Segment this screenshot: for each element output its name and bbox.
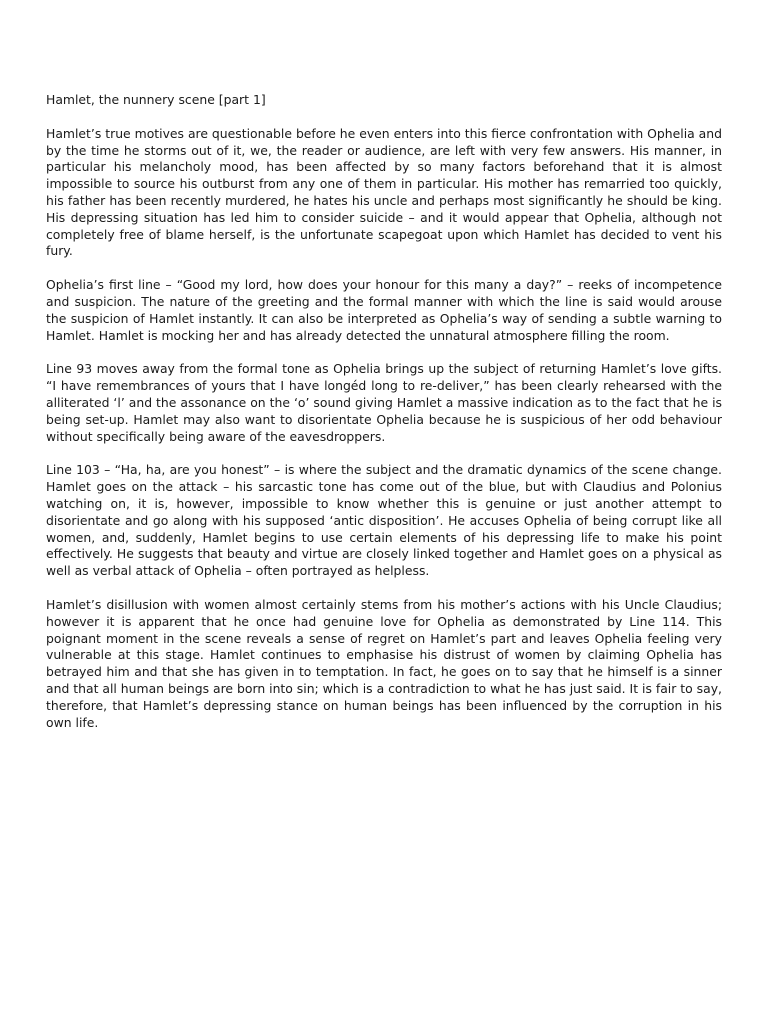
paragraph-1: Hamlet’s true motives are questionable before he even enters into this fierce confrontation with Ophelia and by the time he storms out of it, we, the reader or audience, are left with very few answers. His manner, in particular his melancholy mood, has been affected by so many factors beforehand that it is almost impossible to source his outburst from any one of them in particular. His mother has remarried too quickly, his father has been recently murdered, he hates his uncle and perhaps most significantly he should be king. His depressing situation has led him to consider suicide – and it would appear that Ophelia, although not completely free of blame herself, is the unfortunate scapegoat upon which Hamlet has decided to vent his fury. xyxy=(46,125,722,259)
paragraph-3: Line 93 moves away from the formal tone as Ophelia brings up the subject of returning Hamlet’s love gifts. “I have remembrances of yours that I have longéd long to re-deliver,” has been clearly rehearsed with the alliterated ‘l’ and the assonance on the ‘o’ sound giving Hamlet a massive indication as to the fact that he is being set-up. Hamlet may also want to disorientate Ophelia because he is suspicious of her odd behaviour without specifically being aware of the eavesdroppers. xyxy=(46,361,722,444)
paragraph-2: Ophelia’s first line – “Good my lord, how does your honour for this many a day?” – reeks of incompetence and suspicion. The nature of the greeting and the formal manner with which the line is said would arouse the suspicion of Hamlet instantly. It can also be interpreted as Ophelia’s way of sending a subtle warning to Hamlet. Hamlet is mocking her and has already detected the unnatural atmosphere filling the room. xyxy=(46,277,722,343)
document-title: Hamlet, the nunnery scene [part 1] xyxy=(46,92,266,107)
paragraph-4: Line 103 – “Ha, ha, are you honest” – is where the subject and the dramatic dynamics of the scene change. Hamlet goes on the attack – his sarcastic tone has come out of the blue, but with Claudius and Polonius watching on, it is, however, impossible to know whether this is genuine or just another attempt to disorientate and go along with his supposed ‘antic disposition’. He accuses Ophelia of being corrupt like all women, and, suddenly, Hamlet begins to use certain elements of his depressing life to make his point effectively. He suggests that beauty and virtue are closely linked together and Hamlet goes on a physical as well as verbal attack of Ophelia – often portrayed as helpless. xyxy=(46,462,722,579)
paragraph-5: Hamlet’s disillusion with women almost certainly stems from his mother’s actions with his Uncle Claudius; however it is apparent that he once had genuine love for Ophelia as demonstrated by Line 114. This poignant moment in the scene reveals a sense of regret on Hamlet’s part and leaves Ophelia feeling very vulnerable at this stage. Hamlet continues to emphasise his distrust of women by claiming Ophelia has betrayed him and that she has given in to temptation. In fact, he goes on to say that he himself is a sinner and that all human beings are born into sin; which is a contradiction to what he has just said. It is fair to say, therefore, that Hamlet’s depressing stance on human beings has been influenced by the corruption in his own life. xyxy=(46,596,722,730)
document-page xyxy=(46,92,722,748)
